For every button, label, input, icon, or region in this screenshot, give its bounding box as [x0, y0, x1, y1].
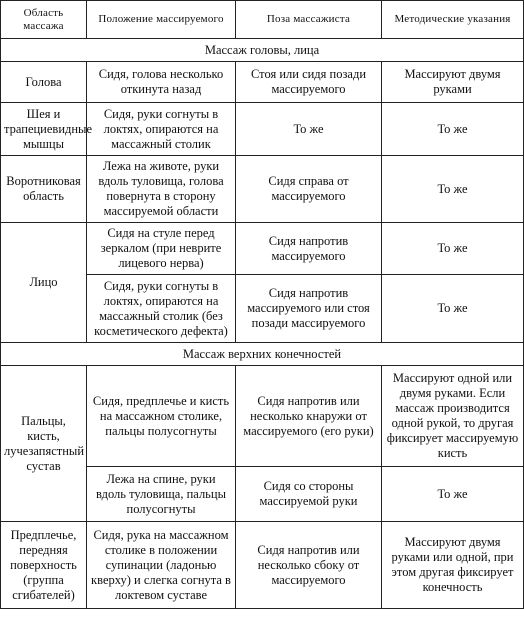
cell-position: Лежа на спине, руки вдоль туловища, пальцы полусогнуты: [87, 467, 236, 522]
table-row: [1, 156, 524, 223]
header-position: Положение массируемого: [87, 1, 236, 39]
cell-notes: То же: [382, 275, 524, 343]
cell-notes: Массируют двумя руками: [382, 62, 524, 103]
cell-area: Предплечье, передняя поверхность (группа сгибателей): [1, 522, 87, 609]
cell-pose: Сидя со стороны массируемой руки: [236, 467, 382, 522]
cell-position: Сидя, руки согнуты в локтях, опираются на массажный столик (без косметического дефекта): [87, 275, 236, 343]
cell-notes: То же: [382, 156, 524, 223]
cell-pose: Сидя справа от массируемого: [236, 156, 382, 223]
cell-area: Голова: [1, 62, 87, 103]
cell-pose: Сидя напротив или несколько кнаружи от массируемого (его руки): [236, 366, 382, 467]
cell-area: Шея и трапециевидные мышцы: [1, 103, 87, 156]
cell-position: Сидя, рука на массажном столике в положении супинации (ладонью кверху) и слегка согнута в локтевом суставе: [87, 522, 236, 609]
cell-position: Сидя, предплечье и кисть на массажном столике, пальцы полусогнуты: [87, 366, 236, 467]
cell-pose: То же: [236, 103, 382, 156]
table-row: [1, 366, 524, 467]
cell-area: Воротниковая область: [1, 156, 87, 223]
cell-pose: Сидя напротив массируемого или стоя позади массируемого: [236, 275, 382, 343]
header-row: [1, 1, 524, 39]
cell-position: Сидя на стуле перед зеркалом (при неврите лицевого нерва): [87, 223, 236, 275]
table-row: [1, 62, 524, 103]
cell-position: Сидя, руки согнуты в локтях, опираются на массажный столик: [87, 103, 236, 156]
cell-pose: Стоя или сидя позади массируемого: [236, 62, 382, 103]
table-row: [1, 223, 524, 275]
section-title-upper: Массаж верхних конечностей: [1, 343, 524, 366]
section-row-upper: [1, 343, 524, 366]
cell-area: Пальцы, кисть, лучезапястный сустав: [1, 366, 87, 522]
header-area: Область массажа: [1, 1, 87, 39]
cell-area: Лицо: [1, 223, 87, 343]
table-row: [1, 103, 524, 156]
section-title-head: Массаж головы, лица: [1, 39, 524, 62]
cell-notes: Массируют одной или двумя руками. Если массаж производится одной рукой, то другая фиксирует массируемую кисть: [382, 366, 524, 467]
cell-notes: То же: [382, 103, 524, 156]
cell-pose: Сидя напротив массируемого: [236, 223, 382, 275]
section-row-head: [1, 39, 524, 62]
header-notes: Методические указания: [382, 1, 524, 39]
header-pose: Поза массажиста: [236, 1, 382, 39]
cell-notes: То же: [382, 223, 524, 275]
cell-position: Лежа на животе, руки вдоль туловища, голова повернута в сторону массируемой области: [87, 156, 236, 223]
cell-pose: Сидя напротив или несколько сбоку от массируемого: [236, 522, 382, 609]
cell-position: Сидя, голова несколько откинута назад: [87, 62, 236, 103]
table-row: [1, 522, 524, 609]
cell-notes: То же: [382, 467, 524, 522]
cell-notes: Массируют двумя руками или одной, при этом другая фиксирует конечность: [382, 522, 524, 609]
